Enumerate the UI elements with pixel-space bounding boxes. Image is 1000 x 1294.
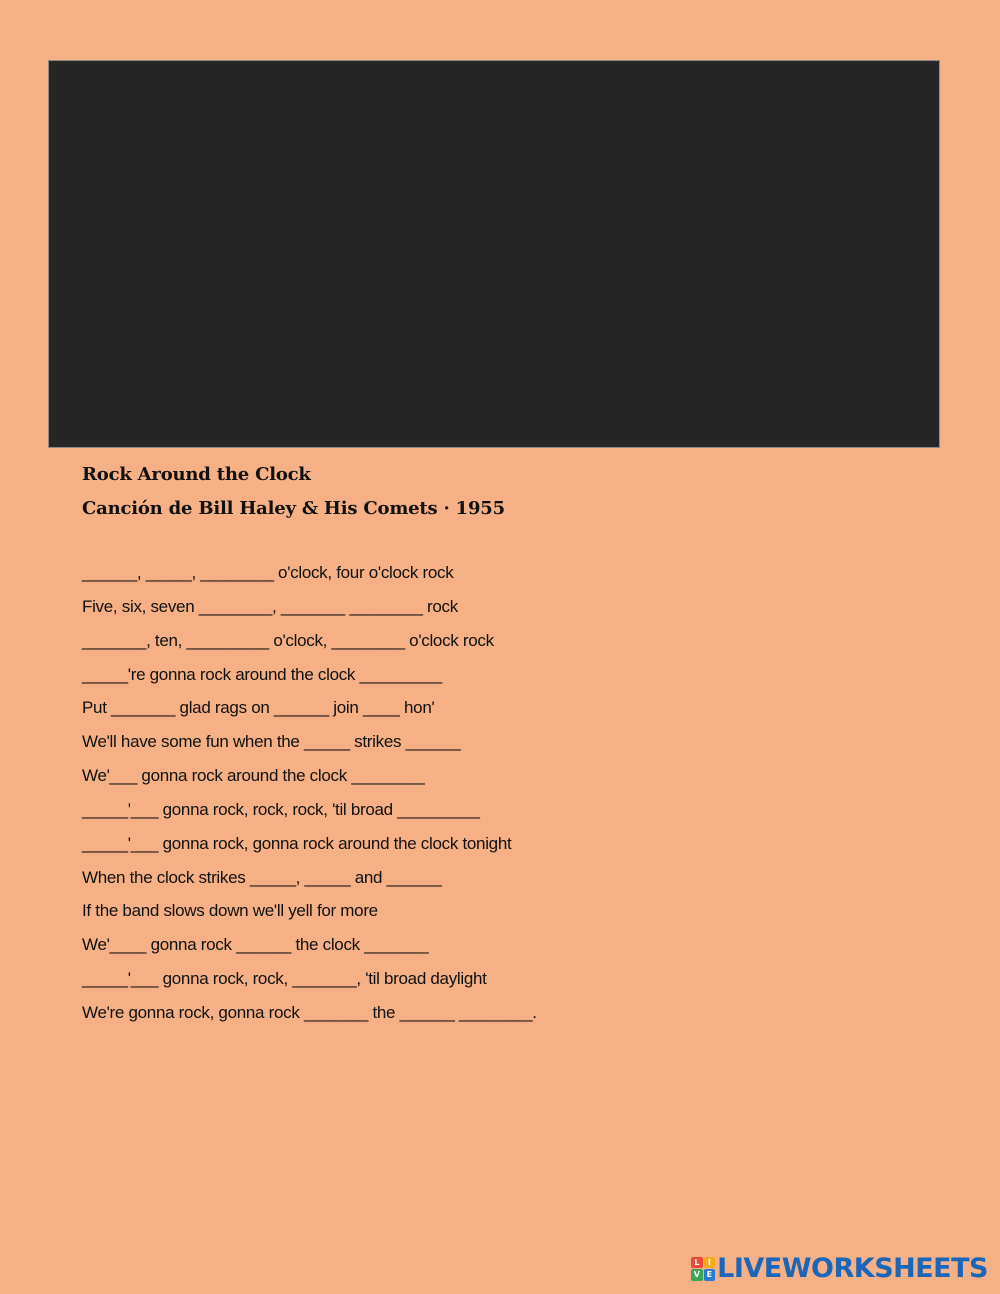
lyric-line: ______, _____, ________ o'clock, four o'clock rock <box>82 563 454 582</box>
lyric-line: _____'___ gonna rock, rock, _______, 'til broad daylight <box>82 969 487 989</box>
video-embed[interactable] <box>48 60 940 448</box>
liveworksheets-brand[interactable] <box>691 1253 988 1284</box>
lyric-line: We'___ gonna rock around the clock ________ <box>82 766 425 786</box>
lyrics-list <box>82 563 537 1037</box>
song-subtitle: Canción de Bill Haley & His Comets · 1955 <box>82 498 505 519</box>
logo-tile: V <box>691 1269 703 1281</box>
brand-name: LIVEWORKSHEETS <box>717 1253 988 1284</box>
lyric-line: When the clock strikes _____, _____ and ______ <box>82 867 442 887</box>
lyric-line: _____'re gonna rock around the clock _________ <box>82 664 442 684</box>
lyric-line: _____'___ gonna rock, gonna rock around the clock tonight <box>82 833 512 853</box>
lyric-line: We're gonna rock, gonna rock _______ the ______ ________. <box>82 1002 537 1022</box>
lyric-line: If the band slows down we'll yell for more <box>82 901 378 921</box>
logo-tile: I <box>704 1257 716 1269</box>
song-header <box>82 462 505 522</box>
logo-tile: L <box>691 1257 703 1269</box>
liveworksheets-logo-icon <box>691 1257 715 1281</box>
lyric-line: Put _______ glad rags on ______ join ____ hon' <box>82 698 435 718</box>
lyric-line: _____'___ gonna rock, rock, rock, 'til broad _________ <box>82 799 480 819</box>
song-title: Rock Around the Clock <box>82 464 311 485</box>
lyric-line: We'____ gonna rock ______ the clock _______ <box>82 935 429 955</box>
lyric-line: We'll have some fun when the _____ strikes ______ <box>82 732 461 752</box>
lyric-line: _______, ten, _________ o'clock, ________ o'clock rock <box>82 630 494 650</box>
lyric-line: Five, six, seven ________, _______ ________ rock <box>82 596 458 616</box>
logo-tile: E <box>704 1269 716 1281</box>
